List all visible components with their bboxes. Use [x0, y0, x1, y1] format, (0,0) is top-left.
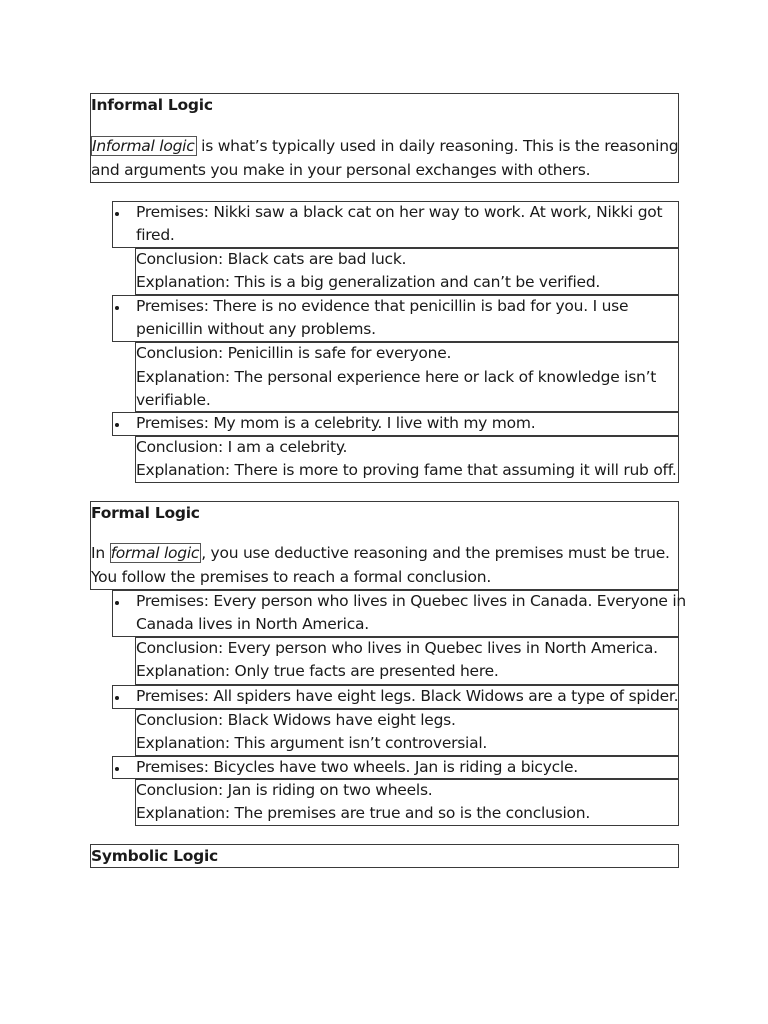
informal-logic-intro-line1 — [91, 135, 678, 159]
formal-example-1-explanation: Explanation: Only true facts are presented here. — [136, 662, 499, 680]
formal-example-3-bullet-icon — [115, 767, 119, 771]
informal-example-2-explanation-line2: verifiable. — [136, 391, 211, 409]
informal-example-1-bullet-icon — [115, 212, 119, 216]
formal-logic-intro-rest: , you use deductive reasoning and the premises must be true. — [201, 544, 670, 562]
formal-example-1-premise-line1: Premises: Every person who lives in Quebec lives in Canada. Everyone in — [136, 592, 687, 610]
formal-logic-term: formal logic — [110, 544, 200, 562]
informal-example-2-conclusion: Conclusion: Penicillin is safe for everyone. — [136, 344, 452, 362]
informal-example-2-premise-line2: penicillin without any problems. — [136, 320, 376, 338]
formal-example-1-bullet-icon — [115, 601, 119, 605]
formal-logic-intro-line1 — [91, 542, 670, 566]
formal-example-3-conclusion: Conclusion: Jan is riding on two wheels. — [136, 781, 433, 799]
informal-example-3-premise-line1: Premises: My mom is a celebrity. I live with my mom. — [136, 414, 536, 432]
formal-example-1-conclusion: Conclusion: Every person who lives in Quebec lives in North America. — [136, 639, 658, 657]
formal-example-2-conclusion: Conclusion: Black Widows have eight legs. — [136, 711, 456, 729]
informal-example-1-premise-line2: fired. — [136, 226, 175, 244]
informal-example-2-bullet-icon — [115, 306, 119, 310]
informal-example-3-explanation: Explanation: There is more to proving fame that assuming it will rub off. — [136, 461, 677, 479]
informal-logic-intro-line2: and arguments you make in your personal exchanges with others. — [91, 161, 591, 179]
formal-example-2-premise-line1: Premises: All spiders have eight legs. Black Widows are a type of spider. — [136, 687, 679, 705]
informal-example-3-bullet-icon — [115, 423, 119, 427]
formal-logic-intro-line2: You follow the premises to reach a formal conclusion. — [91, 568, 492, 586]
informal-example-1-premise-line1: Premises: Nikki saw a black cat on her way to work. At work, Nikki got — [136, 203, 663, 221]
informal-logic-term: Informal logic — [92, 137, 195, 155]
symbolic-logic-heading: Symbolic Logic — [91, 847, 218, 865]
formal-example-2-explanation: Explanation: This argument isn’t controversial. — [136, 734, 488, 752]
formal-logic-intro-prefix: In — [91, 544, 110, 562]
formal-example-2-bullet-icon — [115, 696, 119, 700]
informal-example-2-premise-line1: Premises: There is no evidence that penicillin is bad for you. I use — [136, 297, 629, 315]
formal-example-3-premise-line1: Premises: Bicycles have two wheels. Jan is riding a bicycle. — [136, 758, 578, 776]
informal-logic-heading: Informal Logic — [91, 96, 213, 114]
informal-example-3-conclusion: Conclusion: I am a celebrity. — [136, 438, 348, 456]
informal-logic-intro-rest: is what’s typically used in daily reasoning. This is the reasoning — [196, 137, 679, 155]
formal-logic-heading: Formal Logic — [91, 504, 200, 522]
informal-example-1-explanation: Explanation: This is a big generalization and can’t be verified. — [136, 273, 601, 291]
informal-example-2-explanation-line1: Explanation: The personal experience here or lack of knowledge isn’t — [136, 368, 657, 386]
informal-example-1-conclusion: Conclusion: Black cats are bad luck. — [136, 250, 407, 268]
formal-example-1-premise-line2: Canada lives in North America. — [136, 615, 369, 633]
formal-example-3-explanation: Explanation: The premises are true and so is the conclusion. — [136, 804, 591, 822]
